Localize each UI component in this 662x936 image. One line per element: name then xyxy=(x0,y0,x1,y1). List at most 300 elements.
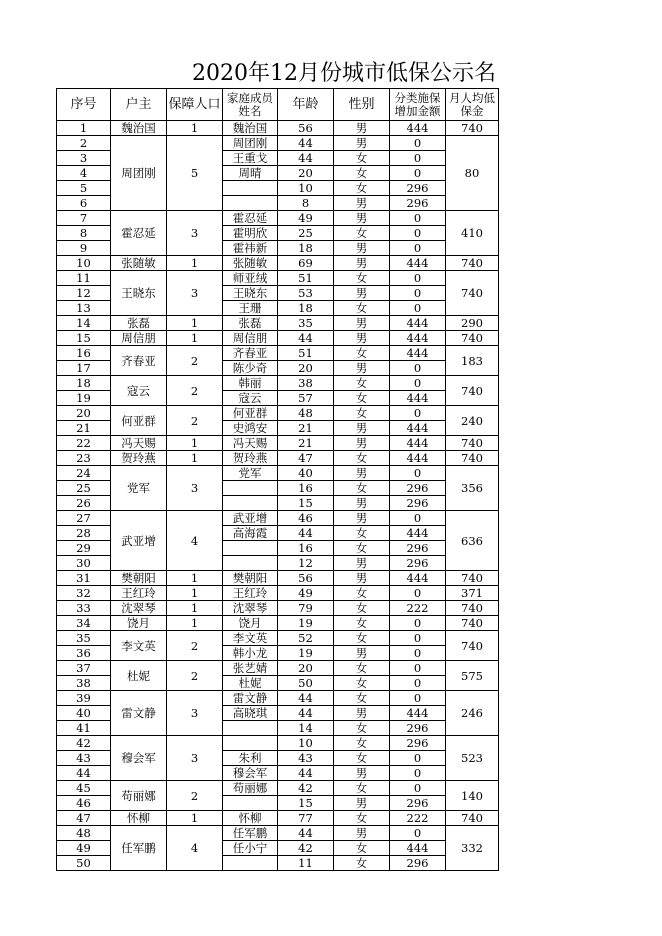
extra-amount-cell: 0 xyxy=(390,616,446,631)
serial-no-cell: 10 xyxy=(57,256,111,271)
sex-cell: 女 xyxy=(334,856,390,871)
serial-no-cell: 12 xyxy=(57,286,111,301)
serial-no-cell: 6 xyxy=(57,196,111,211)
member-name-cell xyxy=(223,556,278,571)
covered-persons-cell: 2 xyxy=(167,661,223,691)
page-title: 2020年12月份城市低保公示名 xyxy=(192,61,496,86)
age-cell: 16 xyxy=(278,541,334,556)
covered-persons-cell: 3 xyxy=(167,736,223,781)
member-name-cell: 韩小龙 xyxy=(223,646,278,661)
table-row xyxy=(57,601,499,616)
covered-persons-cell: 2 xyxy=(167,376,223,406)
sex-cell: 男 xyxy=(334,826,390,841)
covered-persons-cell: 3 xyxy=(167,211,223,256)
age-cell: 44 xyxy=(278,826,334,841)
sex-cell: 女 xyxy=(334,151,390,166)
extra-amount-cell: 296 xyxy=(390,196,446,211)
member-name-cell: 张磊 xyxy=(223,316,278,331)
household-head-cell: 沈翠琴 xyxy=(111,601,167,616)
member-name-cell: 任小宁 xyxy=(223,841,278,856)
serial-no-cell: 24 xyxy=(57,466,111,481)
sex-cell: 男 xyxy=(334,211,390,226)
member-name-cell: 党军 xyxy=(223,466,278,481)
member-name-cell: 苟丽娜 xyxy=(223,781,278,796)
serial-no-cell: 25 xyxy=(57,481,111,496)
extra-amount-cell: 444 xyxy=(390,346,446,361)
member-name-cell: 贺玲燕 xyxy=(223,451,278,466)
sex-cell: 男 xyxy=(334,556,390,571)
extra-amount-cell: 0 xyxy=(390,376,446,391)
monthly-subsidy-cell: 523 xyxy=(446,736,499,781)
sex-cell: 男 xyxy=(334,361,390,376)
extra-amount-cell: 0 xyxy=(390,826,446,841)
extra-amount-cell: 0 xyxy=(390,751,446,766)
table-body xyxy=(57,121,499,871)
table-row xyxy=(57,466,499,481)
covered-persons-cell: 3 xyxy=(167,691,223,736)
extra-amount-cell: 444 xyxy=(390,121,446,136)
sex-cell: 女 xyxy=(334,811,390,826)
extra-amount-cell: 444 xyxy=(390,316,446,331)
member-name-cell: 韩丽 xyxy=(223,376,278,391)
member-name-cell xyxy=(223,856,278,871)
serial-no-cell: 20 xyxy=(57,406,111,421)
member-name-cell: 高晓琪 xyxy=(223,706,278,721)
covered-persons-cell: 5 xyxy=(167,136,223,211)
household-head-cell: 霍忍延 xyxy=(111,211,167,256)
age-cell: 57 xyxy=(278,391,334,406)
sex-cell: 男 xyxy=(334,316,390,331)
serial-no-cell: 27 xyxy=(57,511,111,526)
age-cell: 38 xyxy=(278,376,334,391)
extra-amount-cell: 0 xyxy=(390,676,446,691)
member-name-cell: 雷文静 xyxy=(223,691,278,706)
sex-cell: 女 xyxy=(334,676,390,691)
age-cell: 50 xyxy=(278,676,334,691)
age-cell: 56 xyxy=(278,121,334,136)
table-row xyxy=(57,736,499,751)
household-head-cell: 王红玲 xyxy=(111,586,167,601)
sex-cell: 女 xyxy=(334,751,390,766)
age-cell: 19 xyxy=(278,646,334,661)
member-name-cell: 杜妮 xyxy=(223,676,278,691)
age-cell: 20 xyxy=(278,361,334,376)
extra-amount-cell: 0 xyxy=(390,166,446,181)
age-cell: 12 xyxy=(278,556,334,571)
member-name-cell: 霍忍延 xyxy=(223,211,278,226)
serial-no-cell: 16 xyxy=(57,346,111,361)
monthly-subsidy-cell: 740 xyxy=(446,256,499,271)
household-head-cell: 雷文静 xyxy=(111,691,167,736)
monthly-subsidy-cell: 371 xyxy=(446,586,499,601)
member-name-cell: 王晓东 xyxy=(223,286,278,301)
monthly-subsidy-cell: 740 xyxy=(446,811,499,826)
covered-persons-cell: 2 xyxy=(167,406,223,436)
covered-persons-cell: 1 xyxy=(167,436,223,451)
member-name-cell: 怀柳 xyxy=(223,811,278,826)
extra-amount-cell: 444 xyxy=(390,451,446,466)
member-name-cell: 张随敏 xyxy=(223,256,278,271)
monthly-subsidy-cell: 356 xyxy=(446,466,499,511)
table-row xyxy=(57,691,499,706)
extra-amount-cell: 444 xyxy=(390,391,446,406)
extra-amount-cell: 444 xyxy=(390,841,446,856)
monthly-subsidy-cell: 740 xyxy=(446,121,499,136)
extra-amount-cell: 0 xyxy=(390,301,446,316)
household-head-cell: 寇云 xyxy=(111,376,167,406)
serial-no-cell: 39 xyxy=(57,691,111,706)
member-name-cell: 穆会军 xyxy=(223,766,278,781)
extra-amount-cell: 444 xyxy=(390,526,446,541)
sex-cell: 男 xyxy=(334,496,390,511)
table-row xyxy=(57,511,499,526)
sex-cell: 女 xyxy=(334,541,390,556)
monthly-subsidy-cell: 740 xyxy=(446,451,499,466)
age-cell: 49 xyxy=(278,211,334,226)
serial-no-cell: 15 xyxy=(57,331,111,346)
member-name-cell xyxy=(223,721,278,736)
serial-no-cell: 3 xyxy=(57,151,111,166)
member-name-cell: 霍祎新 xyxy=(223,241,278,256)
serial-no-cell: 9 xyxy=(57,241,111,256)
household-head-cell: 饶月 xyxy=(111,616,167,631)
extra-amount-cell: 296 xyxy=(390,496,446,511)
serial-no-cell: 32 xyxy=(57,586,111,601)
age-cell: 40 xyxy=(278,466,334,481)
sex-cell: 女 xyxy=(334,616,390,631)
extra-amount-cell: 296 xyxy=(390,796,446,811)
extra-amount-cell: 444 xyxy=(390,436,446,451)
sex-cell: 女 xyxy=(334,166,390,181)
member-name-cell: 张艺婧 xyxy=(223,661,278,676)
table-row xyxy=(57,256,499,271)
serial-no-cell: 44 xyxy=(57,766,111,781)
member-name-cell: 师亚绒 xyxy=(223,271,278,286)
extra-amount-cell: 0 xyxy=(390,661,446,676)
monthly-subsidy-cell: 740 xyxy=(446,376,499,406)
sex-cell: 女 xyxy=(334,376,390,391)
age-cell: 79 xyxy=(278,601,334,616)
header-covered-persons: 保障人口 xyxy=(167,89,223,121)
sex-cell: 女 xyxy=(334,691,390,706)
sex-cell: 女 xyxy=(334,526,390,541)
serial-no-cell: 21 xyxy=(57,421,111,436)
member-name-cell: 王重戈 xyxy=(223,151,278,166)
member-name-cell: 沈翠琴 xyxy=(223,601,278,616)
extra-amount-cell: 0 xyxy=(390,406,446,421)
household-head-cell: 武亚增 xyxy=(111,511,167,571)
low-income-table xyxy=(56,88,499,871)
sex-cell: 女 xyxy=(334,661,390,676)
covered-persons-cell: 3 xyxy=(167,466,223,511)
extra-amount-cell: 222 xyxy=(390,601,446,616)
household-head-cell: 贺玲燕 xyxy=(111,451,167,466)
age-cell: 44 xyxy=(278,526,334,541)
sex-cell: 女 xyxy=(334,181,390,196)
extra-amount-cell: 0 xyxy=(390,361,446,376)
extra-amount-cell: 0 xyxy=(390,286,446,301)
covered-persons-cell: 2 xyxy=(167,346,223,376)
age-cell: 10 xyxy=(278,736,334,751)
serial-no-cell: 42 xyxy=(57,736,111,751)
table-row xyxy=(57,211,499,226)
serial-no-cell: 30 xyxy=(57,556,111,571)
serial-no-cell: 5 xyxy=(57,181,111,196)
extra-amount-cell: 0 xyxy=(390,241,446,256)
serial-no-cell: 18 xyxy=(57,376,111,391)
member-name-cell xyxy=(223,796,278,811)
member-name-cell: 李文英 xyxy=(223,631,278,646)
monthly-subsidy-cell: 740 xyxy=(446,601,499,616)
member-name-cell: 周团刚 xyxy=(223,136,278,151)
monthly-subsidy-cell: 740 xyxy=(446,631,499,661)
serial-no-cell: 8 xyxy=(57,226,111,241)
sex-cell: 男 xyxy=(334,706,390,721)
age-cell: 10 xyxy=(278,181,334,196)
table-row xyxy=(57,571,499,586)
extra-amount-cell: 296 xyxy=(390,541,446,556)
household-head-cell: 杜妮 xyxy=(111,661,167,691)
serial-no-cell: 22 xyxy=(57,436,111,451)
age-cell: 56 xyxy=(278,571,334,586)
serial-no-cell: 4 xyxy=(57,166,111,181)
age-cell: 25 xyxy=(278,226,334,241)
sex-cell: 男 xyxy=(334,286,390,301)
monthly-subsidy-cell: 290 xyxy=(446,316,499,331)
covered-persons-cell: 1 xyxy=(167,811,223,826)
age-cell: 44 xyxy=(278,691,334,706)
covered-persons-cell: 1 xyxy=(167,256,223,271)
extra-amount-cell: 444 xyxy=(390,256,446,271)
serial-no-cell: 47 xyxy=(57,811,111,826)
table-row xyxy=(57,661,499,676)
member-name-cell: 王红玲 xyxy=(223,586,278,601)
extra-amount-cell: 0 xyxy=(390,511,446,526)
age-cell: 53 xyxy=(278,286,334,301)
age-cell: 44 xyxy=(278,706,334,721)
extra-amount-cell: 0 xyxy=(390,151,446,166)
household-head-cell: 怀柳 xyxy=(111,811,167,826)
member-name-cell: 何亚群 xyxy=(223,406,278,421)
monthly-subsidy-cell: 575 xyxy=(446,661,499,691)
age-cell: 69 xyxy=(278,256,334,271)
sex-cell: 男 xyxy=(334,436,390,451)
age-cell: 19 xyxy=(278,616,334,631)
serial-no-cell: 29 xyxy=(57,541,111,556)
sex-cell: 男 xyxy=(334,331,390,346)
serial-no-cell: 38 xyxy=(57,676,111,691)
table-row xyxy=(57,811,499,826)
age-cell: 15 xyxy=(278,796,334,811)
extra-amount-cell: 296 xyxy=(390,556,446,571)
sex-cell: 女 xyxy=(334,226,390,241)
monthly-subsidy-cell: 246 xyxy=(446,691,499,736)
header-household-head: 户主 xyxy=(111,89,167,121)
serial-no-cell: 41 xyxy=(57,721,111,736)
age-cell: 11 xyxy=(278,856,334,871)
age-cell: 49 xyxy=(278,586,334,601)
serial-no-cell: 14 xyxy=(57,316,111,331)
header-sex: 性别 xyxy=(334,89,390,121)
member-name-cell: 霍明欣 xyxy=(223,226,278,241)
table-row xyxy=(57,451,499,466)
member-name-cell: 樊朝阳 xyxy=(223,571,278,586)
sex-cell: 女 xyxy=(334,781,390,796)
age-cell: 42 xyxy=(278,781,334,796)
extra-amount-cell: 0 xyxy=(390,646,446,661)
serial-no-cell: 1 xyxy=(57,121,111,136)
serial-no-cell: 13 xyxy=(57,301,111,316)
age-cell: 44 xyxy=(278,136,334,151)
serial-no-cell: 2 xyxy=(57,136,111,151)
member-name-cell: 周信朋 xyxy=(223,331,278,346)
serial-no-cell: 37 xyxy=(57,661,111,676)
extra-amount-cell: 444 xyxy=(390,571,446,586)
header-serial-no: 序号 xyxy=(57,89,111,121)
sex-cell: 男 xyxy=(334,466,390,481)
covered-persons-cell: 1 xyxy=(167,121,223,136)
extra-amount-cell: 222 xyxy=(390,811,446,826)
serial-no-cell: 26 xyxy=(57,496,111,511)
extra-amount-cell: 0 xyxy=(390,136,446,151)
monthly-subsidy-cell: 183 xyxy=(446,346,499,376)
table-row xyxy=(57,121,499,136)
extra-amount-cell: 296 xyxy=(390,856,446,871)
monthly-subsidy-cell: 740 xyxy=(446,331,499,346)
age-cell: 51 xyxy=(278,271,334,286)
age-cell: 47 xyxy=(278,451,334,466)
serial-no-cell: 34 xyxy=(57,616,111,631)
covered-persons-cell: 1 xyxy=(167,451,223,466)
serial-no-cell: 35 xyxy=(57,631,111,646)
member-name-cell: 陈少奇 xyxy=(223,361,278,376)
covered-persons-cell: 1 xyxy=(167,331,223,346)
age-cell: 18 xyxy=(278,301,334,316)
age-cell: 21 xyxy=(278,436,334,451)
serial-no-cell: 50 xyxy=(57,856,111,871)
table-row xyxy=(57,346,499,361)
sex-cell: 男 xyxy=(334,571,390,586)
age-cell: 15 xyxy=(278,496,334,511)
serial-no-cell: 23 xyxy=(57,451,111,466)
serial-no-cell: 46 xyxy=(57,796,111,811)
age-cell: 51 xyxy=(278,346,334,361)
covered-persons-cell: 1 xyxy=(167,616,223,631)
table-row xyxy=(57,586,499,601)
extra-amount-cell: 0 xyxy=(390,211,446,226)
sex-cell: 女 xyxy=(334,721,390,736)
sex-cell: 女 xyxy=(334,841,390,856)
age-cell: 44 xyxy=(278,151,334,166)
sex-cell: 女 xyxy=(334,736,390,751)
serial-no-cell: 33 xyxy=(57,601,111,616)
member-name-cell: 史鸿安 xyxy=(223,421,278,436)
table-row xyxy=(57,781,499,796)
member-name-cell: 饶月 xyxy=(223,616,278,631)
extra-amount-cell: 0 xyxy=(390,781,446,796)
header-extra-amount: 分类施保增加金额 xyxy=(390,89,446,121)
header-row xyxy=(57,89,499,121)
monthly-subsidy-cell: 740 xyxy=(446,436,499,451)
extra-amount-cell: 0 xyxy=(390,466,446,481)
age-cell: 16 xyxy=(278,481,334,496)
sex-cell: 男 xyxy=(334,121,390,136)
age-cell: 52 xyxy=(278,631,334,646)
member-name-cell: 齐春亚 xyxy=(223,346,278,361)
serial-no-cell: 7 xyxy=(57,211,111,226)
monthly-subsidy-cell: 740 xyxy=(446,571,499,586)
member-name-cell: 王珊 xyxy=(223,301,278,316)
household-head-cell: 王晓东 xyxy=(111,271,167,316)
age-cell: 14 xyxy=(278,721,334,736)
covered-persons-cell: 1 xyxy=(167,571,223,586)
serial-no-cell: 11 xyxy=(57,271,111,286)
age-cell: 44 xyxy=(278,331,334,346)
member-name-cell xyxy=(223,196,278,211)
table-row xyxy=(57,376,499,391)
age-cell: 43 xyxy=(278,751,334,766)
household-head-cell: 任军鹏 xyxy=(111,826,167,871)
serial-no-cell: 36 xyxy=(57,646,111,661)
age-cell: 20 xyxy=(278,166,334,181)
sex-cell: 女 xyxy=(334,391,390,406)
extra-amount-cell: 296 xyxy=(390,481,446,496)
member-name-cell: 高海霞 xyxy=(223,526,278,541)
sex-cell: 女 xyxy=(334,586,390,601)
monthly-subsidy-cell: 740 xyxy=(446,616,499,631)
extra-amount-cell: 296 xyxy=(390,736,446,751)
household-head-cell: 何亚群 xyxy=(111,406,167,436)
monthly-subsidy-cell: 80 xyxy=(446,136,499,211)
sex-cell: 男 xyxy=(334,646,390,661)
age-cell: 77 xyxy=(278,811,334,826)
sex-cell: 女 xyxy=(334,301,390,316)
sex-cell: 男 xyxy=(334,196,390,211)
member-name-cell: 寇云 xyxy=(223,391,278,406)
serial-no-cell: 19 xyxy=(57,391,111,406)
age-cell: 8 xyxy=(278,196,334,211)
serial-no-cell: 43 xyxy=(57,751,111,766)
monthly-subsidy-cell: 410 xyxy=(446,211,499,256)
extra-amount-cell: 444 xyxy=(390,331,446,346)
serial-no-cell: 40 xyxy=(57,706,111,721)
member-name-cell: 冯天赐 xyxy=(223,436,278,451)
household-head-cell: 张磊 xyxy=(111,316,167,331)
covered-persons-cell: 4 xyxy=(167,511,223,571)
sex-cell: 女 xyxy=(334,601,390,616)
extra-amount-cell: 0 xyxy=(390,766,446,781)
extra-amount-cell: 0 xyxy=(390,691,446,706)
extra-amount-cell: 444 xyxy=(390,421,446,436)
extra-amount-cell: 0 xyxy=(390,271,446,286)
household-head-cell: 周信朋 xyxy=(111,331,167,346)
age-cell: 42 xyxy=(278,841,334,856)
household-head-cell: 穆会军 xyxy=(111,736,167,781)
household-head-cell: 周团刚 xyxy=(111,136,167,211)
member-name-cell xyxy=(223,736,278,751)
header-monthly-subsidy: 月人均低保金 xyxy=(446,89,499,121)
sex-cell: 男 xyxy=(334,256,390,271)
member-name-cell: 朱利 xyxy=(223,751,278,766)
household-head-cell: 齐春亚 xyxy=(111,346,167,376)
covered-persons-cell: 3 xyxy=(167,271,223,316)
sex-cell: 男 xyxy=(334,766,390,781)
extra-amount-cell: 296 xyxy=(390,721,446,736)
sex-cell: 女 xyxy=(334,346,390,361)
covered-persons-cell: 4 xyxy=(167,826,223,871)
extra-amount-cell: 0 xyxy=(390,631,446,646)
covered-persons-cell: 2 xyxy=(167,631,223,661)
